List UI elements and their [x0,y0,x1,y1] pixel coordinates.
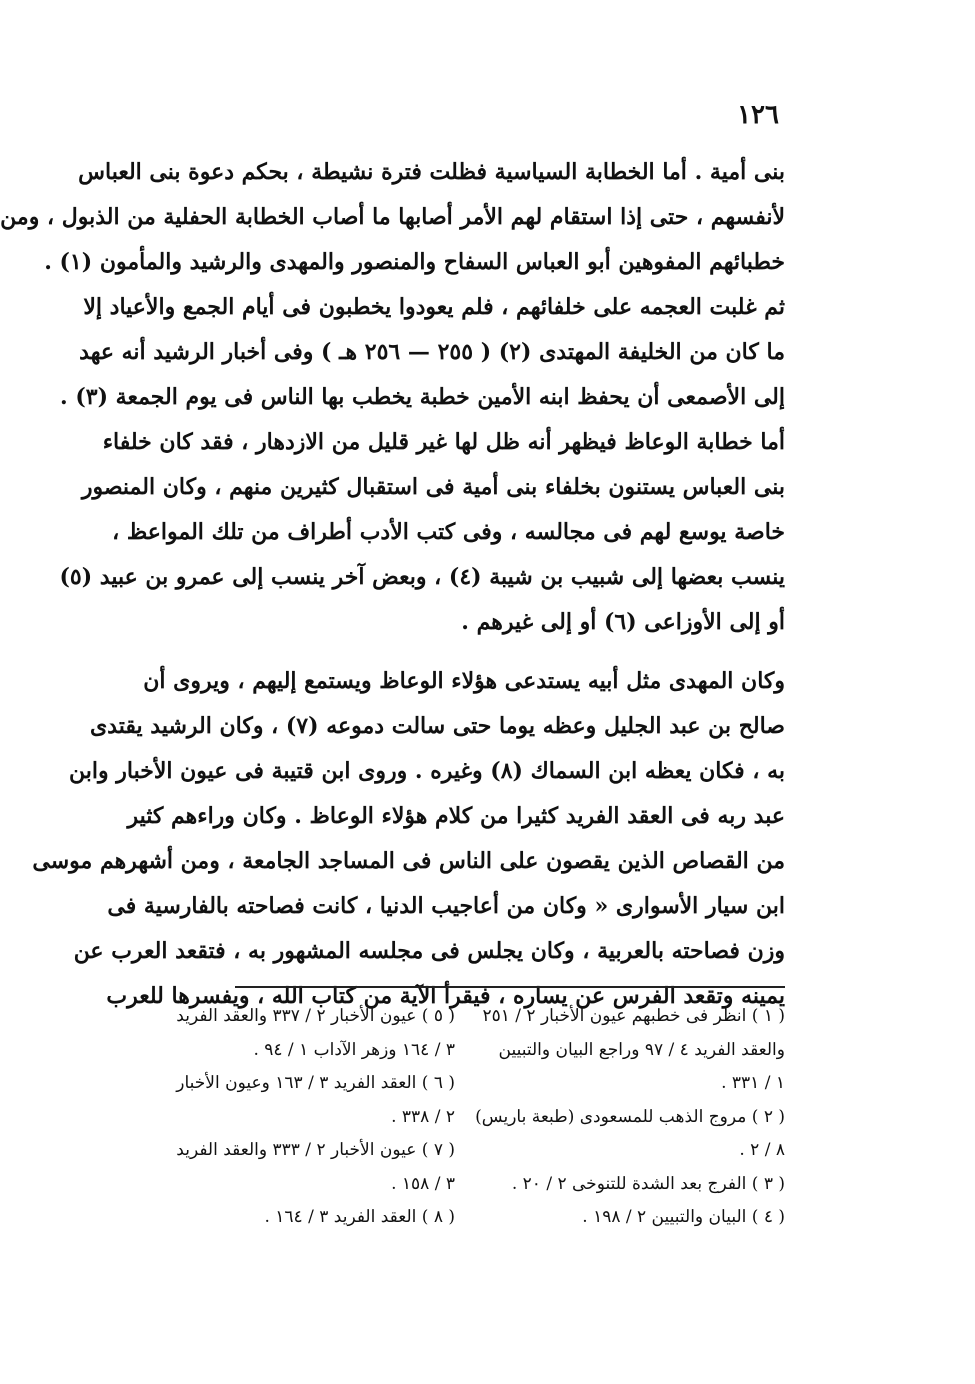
footnote-line: ( ٨ ) العقد الفريد ٣ / ١٦٤ . [264,1207,455,1227]
text-line: خطبائهم المفوهين أبو العباس السفاح والمنصور والمهدى والرشيد والمأمون (١) . [44,249,785,275]
text-line: ابن سيار الأسوارى « وكان من أعاجيب الدنيا ، كانت فصاحته بالفارسية فى [107,893,785,919]
footnote-line: ١ / ٣٣١ . [721,1073,785,1093]
main-text [0,150,785,1019]
footnote-line: ( ٥ ) عيون الأخبار ٢ / ٣٣٧ والعقد الفريد [176,1006,455,1026]
footnote-divider [235,986,785,988]
text-line: بنى أمية . أما الخطابة السياسية فظلت فترة نشيطة ، بحكم دعوة بنى العباس [78,159,785,185]
text-line: ما كان من الخليفة المهتدى (٢) ( ٢٥٥ — ٢٥٦ هـ ) وفى أخبار الرشيد أنه عهد [79,339,785,365]
footnote-line: ( ٧ ) عيون الأخبار ٢ / ٣٣٣ والعقد الفريد [176,1140,455,1160]
text-line: وزن فصاحته بالعربية ، وكان يجلس فى مجلسه المشهور به ، فتقعد العرب عن [73,938,785,964]
footnote-line: ( ١ ) انظر فى خطبهم عيون الأخبار ٢ / ٢٥١ [482,1006,785,1026]
footnote-line: والعقد الفريد ٤ / ٩٧ وراجع البيان والتبيين [498,1039,785,1060]
footnote-line: ٣ / ١٥٨ . [391,1173,455,1194]
paragraph-gap [145,645,785,659]
text-line: لأنفسهم ، حتى إذا استقام لهم الأمر أصابها ما أصاب الخطابة الحفلية من الذبول ، ومن [0,204,785,230]
footnote-line: ( ٢ ) مروج الذهب للمسعودى (طبعة باريس) [475,1106,785,1127]
page-number: ١٢٦ [737,100,779,130]
text-line: ثم غلبت العجمه على خلفائهم ، فلم يعودوا يخطبون فى أيام الجمع والأعياد إلا [83,294,785,320]
footnote-line: ( ٦ ) العقد الفريد ٣ / ١٦٣ وعيون الأخبار [176,1073,455,1093]
text-line: من القصاص الذين يقصون على الناس فى المساجد الجامعة ، ومن أشهرهم موسى [32,848,785,874]
footnote-line: ( ٣ ) الفرج بعد الشدة للتنوخى ٢ / ٢٠ . [511,1173,785,1194]
footnote-line: ٣ / ١٦٤ وزهر الآداب ١ / ٩٤ . [253,1039,455,1060]
footnotes-right-column [475,1000,785,1235]
text-line: صالح بن عبد الجليل وعظه يوما حتى سالت دموعه (٧) ، وكان الرشيد يقتدى [89,713,785,739]
footnote-line: ٢ / ٣٣٨ . [391,1106,455,1127]
text-line: بنى العباس يستنون بخلفاء بنى أمية فى استقبال كثيرين منهم ، وكان المنصور [81,474,785,500]
text-line: إلى الأصمعى أن يحفظ ابنه الأمين خطبة يخطب بها الناس فى يوم الجمعة (٣) . [60,384,785,410]
text-line: عبد ربه فى العقد الفريد كثيرا من كلام هؤلاء الوعاظ . وكان وراءهم كثير [127,803,785,829]
footnote-line: ( ٤ ) البيان والتبيين ٢ / ١٩٨ . [582,1207,785,1227]
footnote-line: ٨ / ٢ . [739,1140,785,1160]
text-line: خاصة يوسع لهم فى مجالسه ، وفى كتب الأدب أطراف من تلك المواعظ ، [112,519,785,545]
text-line: يمينه وتقعد الفرس عن يساره ، فيقرأ الآية من كتاب الله ، ويفسرها للعرب [106,983,785,1009]
footnotes-left-column [145,1000,455,1235]
text-line: ينسب بعضها إلى شبيب بن شيبة (٤) ، وبعض آخر ينسب إلى عمرو بن عبيد (٥) [59,564,785,590]
text-line: به ، فكان يعظه ابن السماك (٨) وغيره . وروى ابن قتيبة فى عيون الأخبار وابن [68,758,785,784]
text-line: أو إلى الأوزاعى (٦) أو إلى غيرهم . [461,609,785,635]
text-line: أما خطابة الوعاظ فيظهر أنه ظل لها غير قليل من الازدهار ، فقد كان خلفاء [102,429,785,455]
text-line: وكان المهدى مثل أبيه يستدعى هؤلاء الوعاظ ويستمع إليهم ، ويروى أن [143,668,785,694]
